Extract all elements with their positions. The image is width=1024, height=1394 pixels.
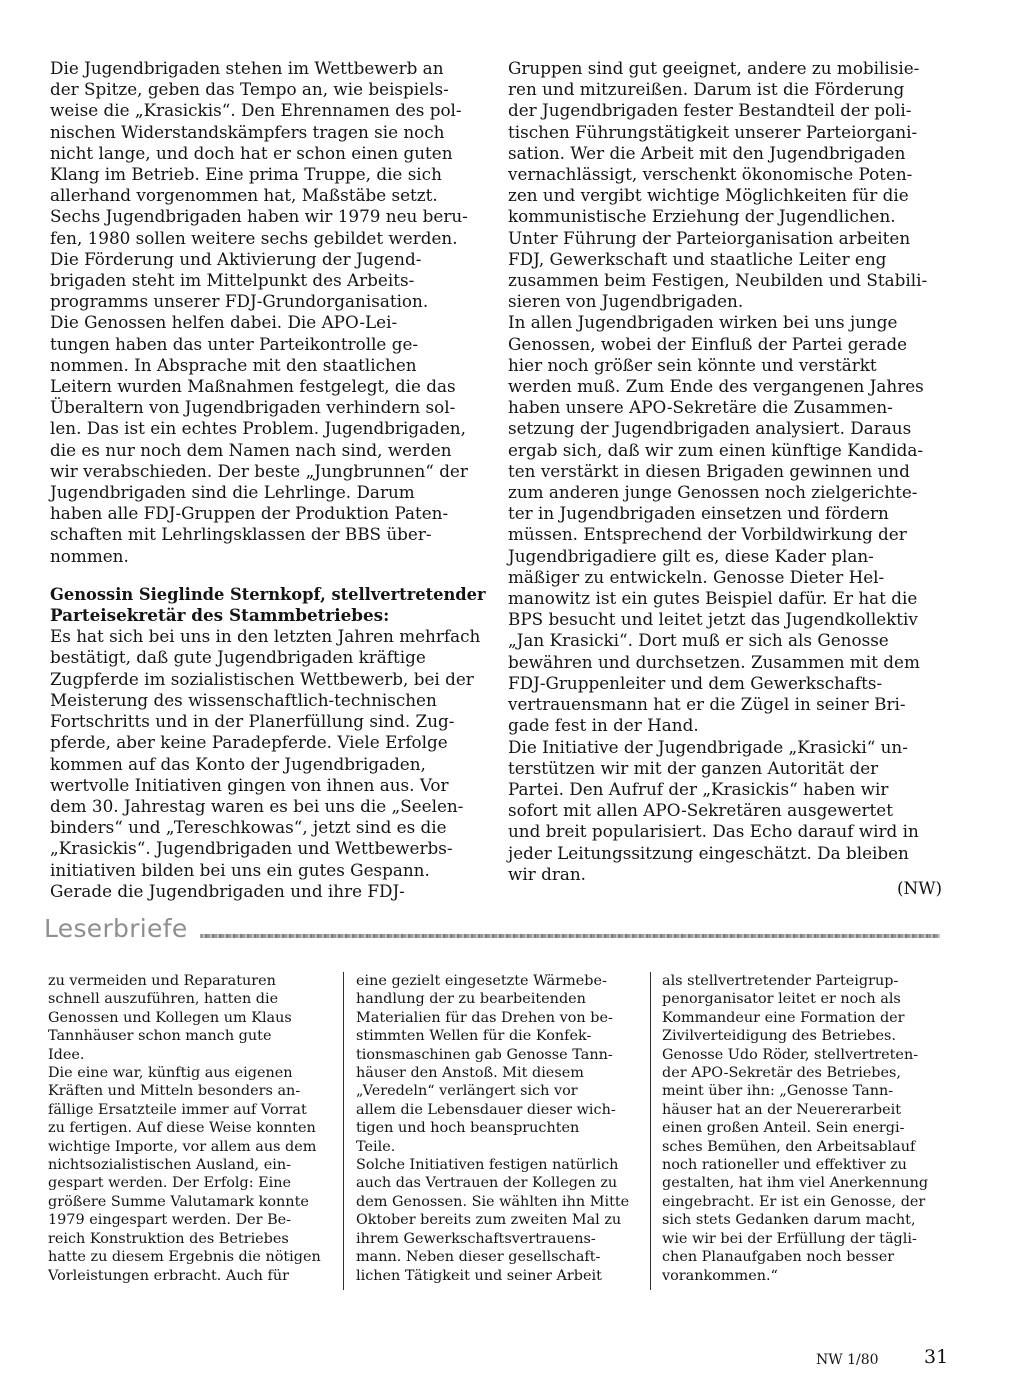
article-left-column	[50, 58, 486, 902]
text-line: zum anderen junge Genossen noch zielgerichte-	[508, 482, 918, 503]
text-line: bewähren und durchsetzen. Zusammen mit dem	[508, 651, 920, 672]
text-line: ihrem Gewerkschaftsvertrauens-	[356, 1230, 596, 1247]
text-line: programms unserer FDJ-Grundorganisation.	[50, 291, 429, 312]
text-line: haben unsere APO-Sekretäre die Zusammen-	[508, 397, 893, 418]
text-line: sation. Wer die Arbeit mit den Jugendbrigaden	[508, 142, 906, 163]
text-line: haben alle FDJ-Gruppen der Produktion Paten-	[50, 503, 449, 524]
letters-column-1	[48, 972, 330, 1285]
text-line: auch das Vertrauen der Kollegen zu	[356, 1175, 618, 1192]
text-line: „Veredeln“ verlängert sich vor	[356, 1083, 578, 1100]
text-line: pferde, aber keine Paradepferde. Viele Erfolge	[50, 732, 448, 753]
text-line: größere Summe Valutamark konnte	[48, 1193, 309, 1210]
text-line: Materialien für das Drehen von be-	[356, 1009, 613, 1026]
text-line: sieren von Jugendbrigaden.	[508, 291, 744, 312]
text-line: jeder Leitungssitzung eingeschätzt. Da bleiben	[508, 842, 909, 863]
letters-column-2	[356, 972, 638, 1285]
text-line: Kräften und Mitteln besonders an-	[48, 1083, 301, 1100]
text-line: Es hat sich bei uns in den letzten Jahren mehrfach	[50, 626, 481, 647]
text-line: nicht lange, und doch hat er schon einen guten	[50, 142, 453, 163]
text-line: vorankommen.“	[662, 1267, 778, 1284]
text-line: brigaden steht im Mittelpunkt des Arbeits-	[50, 270, 415, 291]
text-line: Zugpferde im sozialistischen Wettbewerb, bei der	[50, 668, 474, 689]
text-line: wir dran.	[508, 863, 586, 884]
text-line: Die Jugendbrigaden stehen im Wettbewerb an	[50, 58, 444, 78]
section-title: Leserbriefe	[44, 914, 188, 943]
text-line: vertrauensmann hat er die Zügel in seiner Bri-	[508, 694, 906, 715]
text-line: chen Planaufgaben noch besser	[662, 1249, 895, 1266]
text-line: „Krasickis“. Jugendbrigaden und Wettbewerbs-	[50, 838, 453, 859]
text-line: setzung der Jugendbrigaden analysiert. Daraus	[508, 418, 912, 439]
text-line: mäßiger zu entwickeln. Genosse Dieter Hel-	[508, 566, 885, 587]
text-line: tungen haben das unter Parteikontrolle ge-	[50, 333, 419, 354]
text-line: Jugendbrigadiere gilt es, diese Kader plan-	[508, 545, 874, 566]
text-line: wir verabschieden. Der beste „Jungbrunnen“ der	[50, 460, 468, 481]
text-line: Die eine war, künftig aus eigenen	[48, 1065, 293, 1082]
text-line: kommunistische Erziehung der Jugendlichen.	[508, 206, 896, 227]
speaker-heading: Parteisekretär des Stammbetriebes:	[50, 605, 390, 626]
text-line: mann. Neben dieser gesellschaft-	[356, 1249, 601, 1266]
text-line: Vorleistungen erbracht. Auch für	[48, 1267, 289, 1284]
text-line: initiativen bilden bei uns ein gutes Gespann.	[50, 859, 430, 880]
text-line: Partei. Den Aufruf der „Krasickis“ haben wir	[508, 778, 889, 799]
text-line: allerhand vorgenommen hat, Maßstäbe setzt.	[50, 185, 438, 206]
text-line: Genossen, wobei der Einfluß der Partei gerade	[508, 333, 908, 354]
text-line: Gruppen sind gut geeignet, andere zu mobilisie-	[508, 58, 920, 78]
text-line: der Spitze, geben das Tempo an, wie beispiels-	[50, 79, 449, 100]
text-line: hatte zu diesem Ergebnis die nötigen	[48, 1249, 321, 1266]
text-line: hier noch größer sein könnte und verstärkt	[508, 354, 877, 375]
text-line: „Jan Krasicki“. Dort muß er sich als Genosse	[508, 630, 889, 651]
text-line: Solche Initiativen festigen natürlich	[356, 1157, 619, 1174]
text-line: stimmten Wellen für die Konfek-	[356, 1028, 592, 1045]
text-line: fällige Ersatzteile immer auf Vorrat	[48, 1101, 307, 1118]
text-line: und breit popularisiert. Das Echo darauf wird in	[508, 821, 919, 842]
text-line: der Jugendbrigaden fester Bestandteil der poli-	[508, 100, 912, 121]
text-line: sich stets Gedanken darum macht,	[662, 1212, 916, 1229]
text-line: ten verstärkt in diesen Brigaden gewinnen und	[508, 460, 910, 481]
text-line: FDJ-Gruppenleiter und dem Gewerkschafts-	[508, 672, 883, 693]
text-line: Sechs Jugendbrigaden haben wir 1979 neu beru-	[50, 206, 468, 227]
text-line: Idee.	[48, 1046, 85, 1063]
text-line: Jugendbrigaden sind die Lehrlinge. Darum	[50, 482, 415, 503]
text-line: nichtsozialistischen Ausland, ein-	[48, 1157, 291, 1174]
text-line: ren und mitzureißen. Darum ist die Förderung	[508, 79, 905, 100]
article-right-column	[508, 58, 952, 885]
text-line: Die Förderung und Aktivierung der Jugend-	[50, 248, 422, 269]
text-line: vernachlässigt, verschenkt ökonomische Poten-	[508, 164, 913, 185]
text-line: fen, 1980 sollen weitere sechs gebildet werden.	[50, 227, 458, 248]
text-line: Leitern wurden Maßnahmen festgelegt, die das	[50, 376, 456, 397]
text-line: reich Konstruktion des Betriebes	[48, 1230, 289, 1247]
text-line: bestätigt, daß gute Jugendbrigaden kräftige	[50, 647, 426, 668]
letters-column-3	[662, 972, 948, 1285]
text-line: dem 30. Jahrestag waren es bei uns die „Seelen-	[50, 795, 464, 816]
text-line: Die Genossen helfen dabei. Die APO-Lei-	[50, 312, 398, 333]
text-line: Klang im Betrieb. Eine prima Truppe, die sich	[50, 164, 442, 185]
text-line: allem die Lebensdauer dieser wich-	[356, 1101, 616, 1118]
issue-code: NW 1/80	[816, 1352, 879, 1368]
text-line: häuser den Anstoß. Mit diesem	[356, 1065, 584, 1082]
text-line: gespart werden. Der Erfolg: Eine	[48, 1175, 292, 1192]
text-line: als stellvertretender Parteigrup-	[662, 973, 899, 989]
text-line: Gerade die Jugendbrigaden und ihre FDJ-	[50, 880, 405, 901]
page-number: 31	[924, 1346, 949, 1368]
text-line: müssen. Entsprechend der Vorbildwirkung der	[508, 524, 907, 545]
text-line: nischen Widerstandskämpfers tragen sie noch	[50, 121, 445, 142]
text-line: tionsmaschinen gab Genosse Tann-	[356, 1046, 613, 1063]
text-line: der APO-Sekretär des Betriebes,	[662, 1065, 901, 1082]
text-line: einen großen Anteil. Sein energi-	[662, 1120, 905, 1137]
column-divider	[343, 972, 344, 1290]
text-line: schnell auszuführen, hatten die	[48, 991, 279, 1008]
text-line: weise die „Krasickis“. Den Ehrennamen des pol-	[50, 100, 462, 121]
text-line: Teile.	[356, 1138, 396, 1155]
text-line: zu vermeiden und Reparaturen	[48, 973, 276, 989]
text-line: zen und vergibt wichtige Möglichkeiten für die	[508, 185, 909, 206]
text-line: gestalten, hat ihm viel Anerkennung	[662, 1175, 929, 1192]
text-line: zu fertigen. Auf diese Weise konnten	[48, 1120, 316, 1137]
text-line: Fortschritts und in der Planerfüllung sind. Zug-	[50, 711, 455, 732]
author-signature: (NW)	[896, 878, 942, 898]
text-line: schaften mit Lehrlingsklassen der BBS über-	[50, 524, 432, 545]
text-line: tischen Führungstätigkeit unserer Parteiorgani-	[508, 121, 918, 142]
paragraph-gap	[50, 567, 486, 584]
text-line: Zivilverteidigung des Betriebes.	[662, 1028, 896, 1045]
text-line: len. Das ist ein echtes Problem. Jugendbrigaden,	[50, 418, 466, 439]
text-line: Kommandeur eine Formation der	[662, 1009, 905, 1026]
text-line: Oktober bereits zum zweiten Mal zu	[356, 1212, 622, 1229]
text-line: penorganisator leitet er noch als	[662, 991, 901, 1008]
text-line: manowitz ist ein gutes Beispiel dafür. Er hat die	[508, 588, 918, 609]
text-line: Unter Führung der Parteiorganisation arbeiten	[508, 227, 911, 248]
text-line: noch rationeller und effektiver zu	[662, 1157, 907, 1174]
text-line: Die Initiative der Jugendbrigade „Krasicki“ un-	[508, 736, 908, 757]
column-divider	[650, 972, 651, 1290]
text-line: wertvolle Initiativen gingen von ihnen aus. Vor	[50, 774, 449, 795]
text-line: 1979 eingespart werden. Der Be-	[48, 1212, 292, 1229]
text-line: Überaltern von Jugendbrigaden verhindern sol-	[50, 397, 456, 418]
text-line: kommen auf das Konto der Jugendbrigaden,	[50, 753, 426, 774]
text-line: werden muß. Zum Ende des vergangenen Jahres	[508, 376, 924, 397]
text-line: dem Genossen. Sie wählten ihn Mitte	[356, 1193, 630, 1210]
text-line: sofort mit allen APO-Sekretären ausgewertet	[508, 800, 893, 821]
text-line: nommen.	[50, 545, 129, 566]
text-line: meint über ihn: „Genosse Tann-	[662, 1083, 894, 1100]
text-line: Genosse Udo Röder, stellvertreten-	[662, 1046, 919, 1063]
text-line: Meisterung des wissenschaftlich-technischen	[50, 689, 437, 710]
text-line: ter in Jugendbrigaden einsetzen und fördern	[508, 503, 889, 524]
text-line: zusammen beim Festigen, Neubilden und Stabili-	[508, 270, 928, 291]
text-line: FDJ, Gewerkschaft und staatliche Leiter eng	[508, 248, 887, 269]
text-line: sches Bemühen, den Arbeitsablauf	[662, 1138, 916, 1155]
text-line: wie wir bei der Erfüllung der tägli-	[662, 1230, 917, 1247]
text-line: handlung der zu bearbeitenden	[356, 991, 586, 1008]
text-line: ergab sich, daß wir zum einen künftige Kandida-	[508, 439, 924, 460]
text-line: eine gezielt eingesetzte Wärmebe-	[356, 973, 607, 989]
text-line: binders“ und „Tereschkowas“, jetzt sind es die	[50, 817, 447, 838]
text-line: terstützen wir mit der ganzen Autorität der	[508, 757, 879, 778]
text-line: In allen Jugendbrigaden wirken bei uns junge	[508, 312, 898, 333]
text-line: häuser hat an der Neuererarbeit	[662, 1101, 902, 1118]
text-line: BPS besucht und leitet jetzt das Jugendkollektiv	[508, 609, 918, 630]
text-line: nommen. In Absprache mit den staatlichen	[50, 354, 417, 375]
text-line: wichtige Importe, vor allem aus dem	[48, 1138, 317, 1155]
text-line: eingebracht. Er ist ein Genosse, der	[662, 1193, 926, 1210]
text-line: gade fest in der Hand.	[508, 715, 699, 736]
text-line: Tannhäuser schon manch gute	[48, 1028, 272, 1045]
text-line: die es nur noch dem Namen nach sind, werden	[50, 439, 452, 460]
text-line: Genossen und Kollegen um Klaus	[48, 1009, 292, 1026]
text-line: lichen Tätigkeit und seiner Arbeit	[356, 1267, 602, 1284]
text-line: tigen und hoch beanspruchten	[356, 1120, 580, 1137]
speaker-heading: Genossin Sieglinde Sternkopf, stellvertretender	[50, 583, 486, 604]
section-title-rule	[200, 934, 940, 938]
